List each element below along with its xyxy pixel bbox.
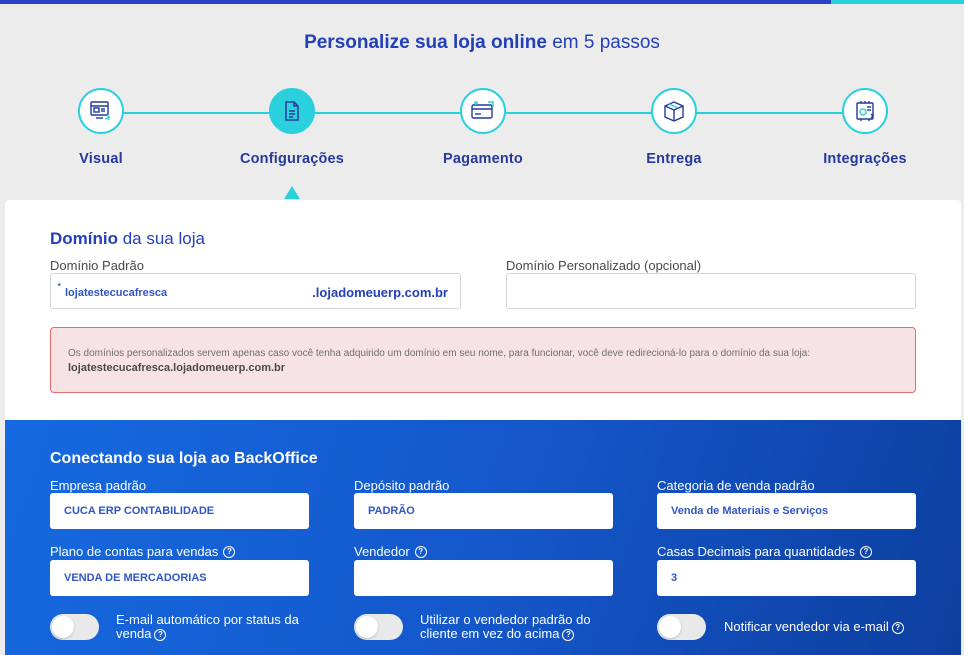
notificar-label-text: Notificar vendedor via e-mail bbox=[724, 619, 889, 634]
page-title-strong: Personalize sua loja online bbox=[304, 32, 547, 53]
toggle-knob bbox=[52, 616, 74, 638]
document-icon bbox=[269, 88, 315, 134]
notificar-label bbox=[724, 620, 904, 634]
step-label: Pagamento bbox=[443, 151, 523, 167]
page-title-rest: em 5 passos bbox=[546, 32, 660, 53]
step-label: Integrações bbox=[823, 151, 907, 167]
alert-message: Os domínios personalizados servem apenas caso você tenha adquirido um domínio em seu nome, para funcionar, você deve redirecioná-lo para o domínio da sua loja: bbox=[68, 348, 811, 359]
progress-accent bbox=[831, 0, 964, 4]
empresa-label bbox=[50, 478, 146, 493]
step-pagamento[interactable] bbox=[413, 88, 553, 167]
step-visual[interactable] bbox=[31, 88, 171, 167]
step-configuracoes[interactable] bbox=[222, 88, 362, 167]
alert-domain: lojatestecucafresca.lojadomeuerp.com.br bbox=[68, 362, 286, 374]
domain-alert bbox=[50, 327, 916, 393]
required-asterisk: * bbox=[57, 281, 62, 293]
empresa-select[interactable] bbox=[50, 493, 309, 529]
casas-label bbox=[657, 544, 872, 559]
step-integracoes[interactable] bbox=[795, 88, 935, 167]
email-auto-label bbox=[116, 613, 299, 641]
vendedor-padrao-label-line1: Utilizar o vendedor padrão do bbox=[420, 612, 591, 627]
categoria-value: Venda de Materiais e Serviços bbox=[671, 505, 829, 517]
help-icon[interactable]: ? bbox=[415, 546, 427, 558]
plano-label bbox=[50, 544, 235, 559]
plano-select[interactable] bbox=[50, 560, 309, 596]
default-domain-label: Domínio Padrão bbox=[50, 258, 144, 273]
step-label: Visual bbox=[79, 151, 123, 167]
step-label: Entrega bbox=[646, 151, 702, 167]
email-auto-label-line2: venda bbox=[116, 626, 152, 641]
vendedor-padrao-toggle[interactable] bbox=[354, 614, 403, 640]
vendedor-label bbox=[354, 544, 427, 559]
help-icon[interactable]: ? bbox=[562, 629, 574, 641]
domain-title-strong: Domínio bbox=[50, 229, 118, 248]
domain-suffix: .lojadomeuerp.com.br bbox=[312, 285, 448, 300]
page-title bbox=[0, 32, 964, 54]
toggle-knob bbox=[356, 616, 378, 638]
box-icon bbox=[651, 88, 697, 134]
vendedor-label-text: Vendedor bbox=[354, 544, 410, 559]
help-icon[interactable]: ? bbox=[223, 546, 235, 558]
top-progress-bar bbox=[0, 0, 964, 4]
empresa-label-text: Empresa padrão bbox=[50, 478, 147, 493]
deposito-select[interactable] bbox=[354, 493, 613, 529]
plano-label-text: Plano de contas para vendas bbox=[50, 544, 219, 559]
domain-title-rest: da sua loja bbox=[118, 229, 205, 248]
visual-icon bbox=[78, 88, 124, 134]
categoria-label bbox=[657, 478, 815, 493]
payment-icon bbox=[460, 88, 506, 134]
custom-domain-input[interactable] bbox=[506, 273, 916, 309]
toggle-knob bbox=[659, 616, 681, 638]
notificar-toggle[interactable] bbox=[657, 614, 706, 640]
categoria-label-text: Categoria de venda padrão bbox=[657, 478, 815, 493]
active-step-pointer bbox=[284, 186, 300, 199]
backoffice-section bbox=[5, 420, 961, 655]
empresa-value: CUCA ERP CONTABILIDADE bbox=[64, 505, 215, 517]
categoria-select[interactable] bbox=[657, 493, 916, 529]
help-icon[interactable]: ? bbox=[154, 629, 166, 641]
vendedor-padrao-label bbox=[420, 613, 591, 641]
email-auto-toggle[interactable] bbox=[50, 614, 99, 640]
default-domain-value: lojatestecucafresca bbox=[65, 287, 168, 299]
deposito-label-text: Depósito padrão bbox=[354, 478, 450, 493]
integration-icon bbox=[842, 88, 888, 134]
vendedor-select[interactable] bbox=[354, 560, 613, 596]
default-domain-input[interactable] bbox=[50, 273, 461, 309]
domain-title bbox=[50, 229, 205, 249]
step-entrega[interactable] bbox=[604, 88, 744, 167]
casas-label-text: Casas Decimais para quantidades bbox=[657, 544, 855, 559]
deposito-value: PADRÃO bbox=[368, 505, 415, 517]
help-icon[interactable]: ? bbox=[860, 546, 872, 558]
vendedor-padrao-label-line2: cliente em vez do acima bbox=[420, 626, 560, 641]
deposito-label bbox=[354, 478, 449, 493]
step-label: Configurações bbox=[239, 151, 345, 167]
casas-value: 3 bbox=[671, 572, 678, 584]
casas-input[interactable] bbox=[657, 560, 916, 596]
wizard-steps bbox=[0, 88, 964, 208]
custom-domain-label: Domínio Personalizado (opcional) bbox=[506, 258, 702, 273]
domain-section bbox=[5, 200, 961, 425]
email-auto-label-line1: E-mail automático por status da bbox=[116, 612, 299, 627]
help-icon[interactable]: ? bbox=[892, 622, 904, 634]
backoffice-title: Conectando sua loja ao BackOffice bbox=[50, 450, 318, 467]
plano-value: VENDA DE MERCADORIAS bbox=[64, 572, 207, 584]
